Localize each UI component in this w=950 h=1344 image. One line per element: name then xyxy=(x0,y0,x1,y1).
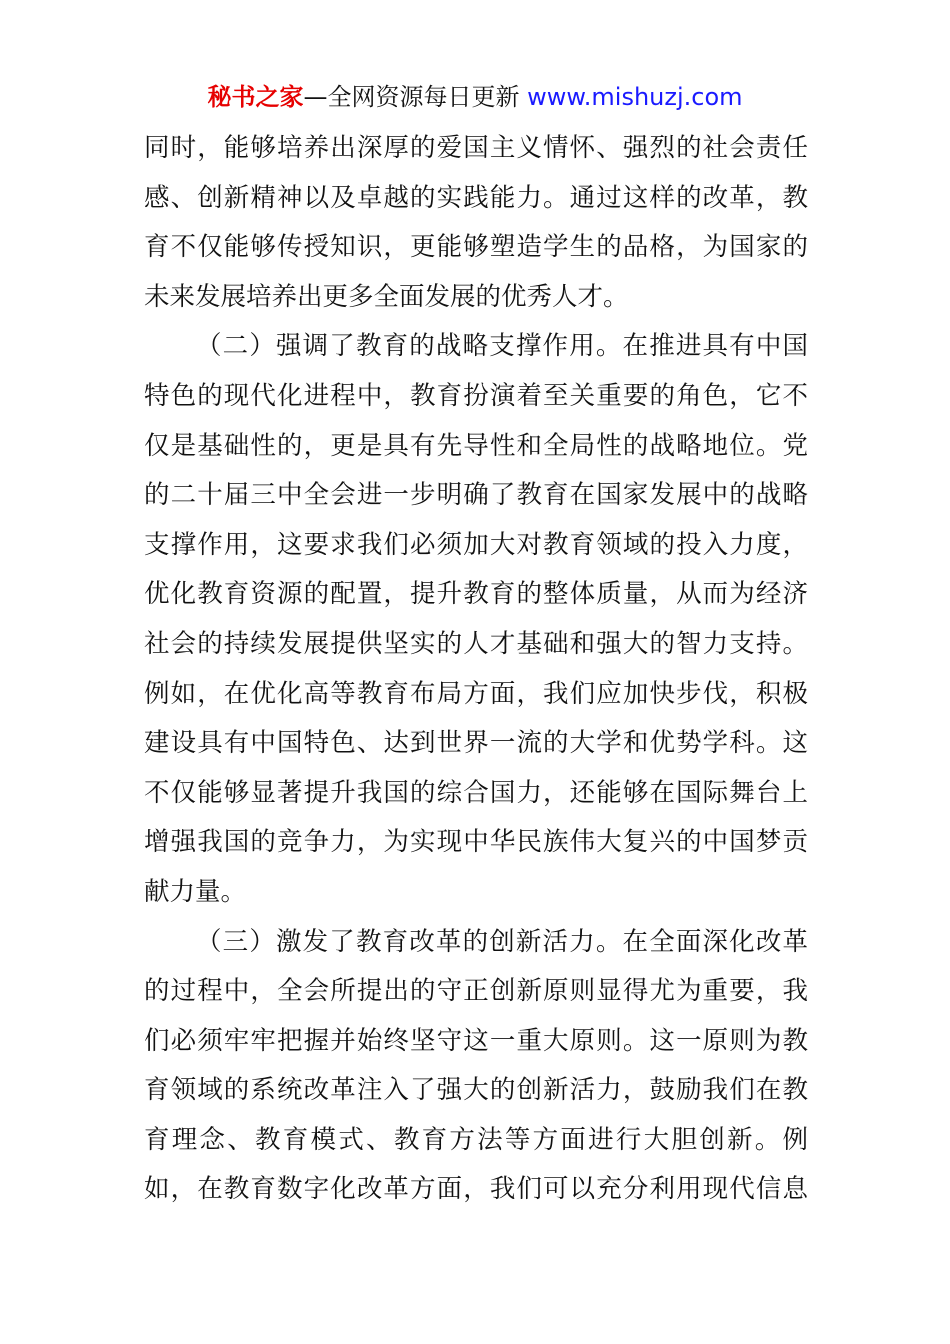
text-line: 例如，在优化高等教育布局方面，我们应加快步伐，积极 xyxy=(144,678,808,709)
text-line: 的二十届三中全会进一步明确了教育在国家发展中的战略 xyxy=(144,480,808,511)
text-line: 同时，能够培养出深厚的爱国主义情怀、强烈的社会责任 xyxy=(144,133,808,163)
text-line: 育领域的系统改革注入了强大的创新活力，鼓励我们在教 xyxy=(144,1075,808,1106)
text-line: 社会的持续发展提供坚实的人才基础和强大的智力支持。 xyxy=(144,628,808,659)
paragraph-heading-line: （三）激发了教育改革的创新活力。在全面深化改革 xyxy=(196,926,808,957)
text-line: 献力量。 xyxy=(144,876,247,907)
text-line: 增强我国的竞争力，为实现中华民族伟大复兴的中国梦贡 xyxy=(144,827,808,858)
text-line: 仅是基础性的，更是具有先导性和全局性的战略地位。党 xyxy=(144,430,808,461)
text-line: 如，在教育数字化改革方面，我们可以充分利用现代信息 xyxy=(144,1174,808,1205)
text-line: 建设具有中国特色、达到世界一流的大学和优势学科。这 xyxy=(144,728,808,759)
site-tagline: —全网资源每日更新 xyxy=(303,83,528,111)
site-brand: 秘书之家 xyxy=(207,83,304,111)
document-body xyxy=(144,124,808,1215)
site-url-link[interactable]: www.mishuzj.com xyxy=(527,83,743,111)
text-line: 感、创新精神以及卓越的实践能力。通过这样的改革，教 xyxy=(144,182,808,213)
text-line: 们必须牢牢把握并始终坚守这一重大原则。这一原则为教 xyxy=(144,1025,808,1056)
site-header xyxy=(0,80,950,114)
text-line: 未来发展培养出更多全面发展的优秀人才。 xyxy=(144,281,629,312)
text-line: 优化教育资源的配置，提升教育的整体质量，从而为经济 xyxy=(144,579,808,610)
text-line: 特色的现代化进程中，教育扮演着至关重要的角色，它不 xyxy=(144,380,808,411)
paragraph-heading-line: （二）强调了教育的战略支撑作用。在推进具有中国 xyxy=(196,331,808,362)
text-line: 不仅能够显著提升我国的综合国力，还能够在国际舞台上 xyxy=(144,777,808,808)
text-line: 的过程中，全会所提出的守正创新原则显得尤为重要，我 xyxy=(144,976,808,1007)
text-line: 育不仅能够传授知识，更能够塑造学生的品格，为国家的 xyxy=(144,232,808,263)
text-line: 育理念、教育模式、教育方法等方面进行大胆创新。例 xyxy=(144,1124,808,1155)
text-line: 支撑作用，这要求我们必须加大对教育领域的投入力度， xyxy=(144,529,808,560)
